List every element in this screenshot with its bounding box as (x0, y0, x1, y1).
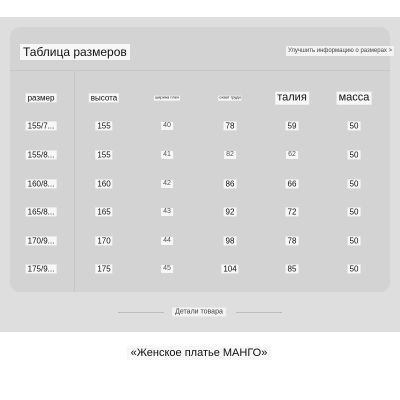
table-cell-shoulders: 43 (163, 207, 171, 215)
header-size: размер (27, 93, 55, 103)
header-divider (10, 70, 390, 71)
table-row-size: 160/8... (27, 179, 55, 189)
table-cell-bust: 86 (225, 179, 235, 189)
table-cell-shoulders: 41 (163, 150, 171, 158)
product-title: «Женское платье МАНГО» (127, 346, 272, 360)
table-row-size: 155/7... (27, 121, 55, 131)
table-cell-weight: 50 (349, 207, 359, 217)
table-cell-bust: 92 (225, 207, 235, 217)
details-divider-left (118, 312, 164, 313)
table-cell-shoulders: 42 (163, 179, 171, 187)
table-cell-bust: 78 (225, 121, 235, 131)
table-cell-waist: 72 (287, 207, 297, 217)
header-bust: охват груди (219, 94, 241, 100)
table-cell-height: 175 (97, 264, 111, 274)
table-cell-height: 165 (97, 207, 111, 217)
column-divider (74, 71, 75, 292)
table-cell-waist: 78 (287, 236, 297, 246)
table-cell-weight: 50 (349, 236, 359, 246)
table-row-size: 155/8... (27, 150, 55, 160)
table-cell-bust: 104 (223, 264, 237, 274)
table-cell-waist: 59 (287, 121, 297, 131)
size-chart-card (10, 27, 390, 292)
table-cell-height: 160 (97, 179, 111, 189)
table-cell-waist: 66 (287, 179, 297, 189)
size-chart-title: Таблица размеров (20, 44, 130, 60)
table-cell-bust: 98 (225, 236, 235, 246)
table-cell-weight: 50 (349, 264, 359, 274)
table-cell-shoulders: 40 (163, 121, 171, 129)
table-cell-height: 155 (97, 150, 111, 160)
table-row-size: 175/9... (27, 264, 55, 274)
product-details-link[interactable]: Детали товара (172, 308, 226, 317)
table-row-size: 170/9... (27, 236, 55, 246)
table-cell-weight: 50 (349, 121, 359, 131)
table-cell-height: 170 (97, 236, 111, 246)
header-weight: масса (338, 91, 370, 104)
table-cell-height: 155 (97, 121, 111, 131)
header-shoulders: ширина плеч (154, 94, 180, 100)
table-cell-waist: 85 (287, 264, 297, 274)
table-cell-weight: 50 (349, 179, 359, 189)
table-cell-shoulders: 45 (163, 264, 171, 272)
table-row-size: 165/8... (27, 207, 55, 217)
table-cell-weight: 50 (349, 150, 359, 160)
improve-size-info-link[interactable]: Улучшить информацию о размерах > (288, 48, 393, 54)
table-cell-waist: 62 (288, 150, 296, 158)
table-cell-shoulders: 44 (163, 236, 171, 244)
table-cell-bust: 82 (226, 150, 234, 158)
header-waist: талия (277, 91, 307, 104)
header-height: высота (90, 93, 118, 103)
details-divider-right (236, 312, 282, 313)
